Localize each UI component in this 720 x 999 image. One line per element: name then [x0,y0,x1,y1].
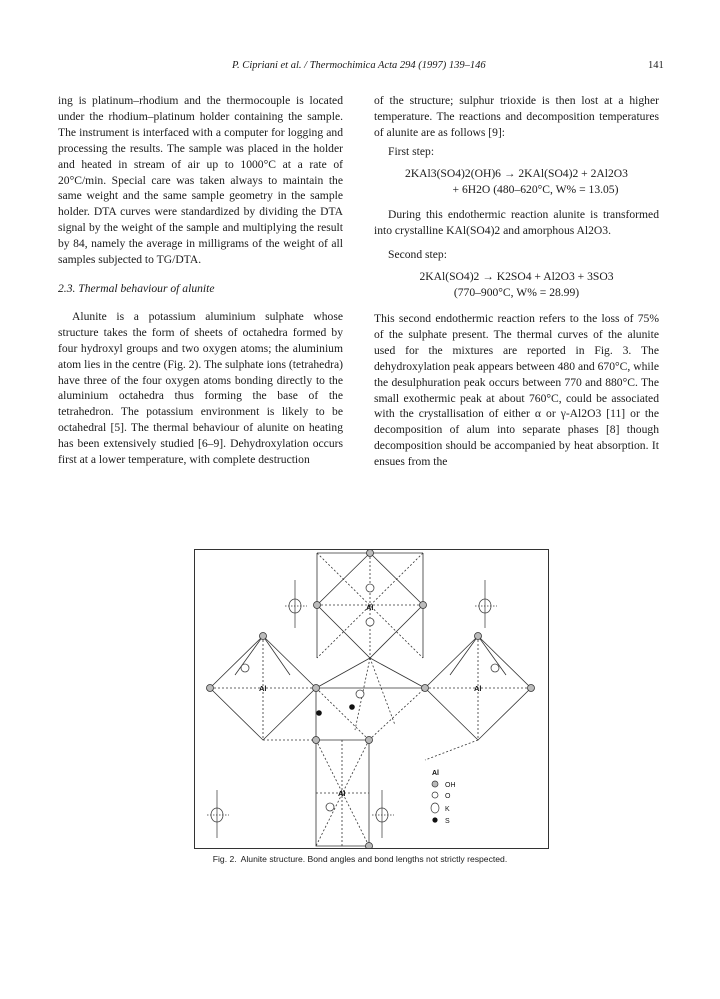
hydroxyl-atom [367,550,374,557]
hydroxyl-atom [528,685,535,692]
running-head [0,60,720,74]
hydroxyl-atom [366,843,373,849]
hydroxyl-atom [313,685,320,692]
running-head-title: P. Cipriani et al. / Thermochimica Acta 294 (1997) 139–146 [232,60,486,71]
section-heading: 2.3. Thermal behaviour of alunite [58,281,215,295]
figure-caption [0,854,720,864]
caption-text: Alunite structure. Bond angles and bond lengths not strictly respected. [240,854,508,864]
oxygen-atom [241,664,249,672]
al-label: Al [474,684,482,693]
al-label: Al [338,789,346,798]
al-label: Al [366,603,374,612]
hydroxyl-atom [475,633,482,640]
legend-s-label: S [445,818,450,825]
hydroxyl-atom [207,685,214,692]
alunite-structure-figure [194,549,549,849]
equation-2-line-1: 2KAl(SO4)2 → K2SO4 + Al2O3 + 3SO3 [419,270,614,284]
left-column [58,93,343,468]
oxygen-atom [491,664,499,672]
right-paragraph-1: of the structure; sulphur trioxide is then lost at a higher temperature. The reactions and decomposition temperatures of alunite are as follows [9]: [374,94,659,139]
legend-k-label: K [445,806,450,813]
hydroxyl-atom [314,602,321,609]
hydroxyl-atom [420,602,427,609]
hydroxyl-atom [422,685,429,692]
sulphur-atom [349,704,355,710]
right-paragraph-2: During this endothermic reaction alunite is transformed into crystalline KAl(SO4)2 and amorphous Al2O3. [374,208,659,238]
oxygen-atom [366,618,374,626]
equation-2-line-2: (770–900°C, W% = 28.99) [453,286,580,300]
oxygen-atom [326,803,334,811]
sulphur-atom [316,710,322,716]
legend-o-label: O [445,793,451,800]
first-step-label: First step: [388,144,435,158]
caption-label: Fig. 2. [212,854,237,864]
legend-sulphur-swatch [432,817,437,822]
equation-1-line-1: 2KAl3(SO4)2(OH)6 → 2KAl(SO4)2 + 2Al2O3 [405,166,628,180]
equation-1-line-2: + 6H2O (480–620°C, W% = 13.05) [452,182,619,196]
right-column [374,93,659,470]
legend-oxygen-swatch [432,792,438,798]
legend-oh-label: OH [445,782,456,789]
legend-potassium-swatch [431,803,439,813]
alunite-structure-diagram [195,550,548,848]
legend-hydroxyl-swatch [432,781,438,787]
page-number: 141 [648,60,664,71]
hydroxyl-atom [313,737,320,744]
oxygen-atom [366,584,374,592]
oxygen-atom [356,690,364,698]
figure-legend [431,770,456,825]
left-paragraph-1: ing is platinum–rhodium and the thermocouple is located under the rhodium–platinum holder containing the sample. The instrument is interfaced with a computer for logging and processing the results. The sample was placed in the holder and heated in stream of air up to 1000°C at a rate of 20°C/min. Special care was taken always to maintain the same weight and the same sample geometry in the sample holder. DTA curves were standardized by dividing the DTA signal by the weight of the sample and multiplying the result by 84, namely the average in milligrams of the weight of all samples subjected to TG/DTA. [58,94,343,267]
hydroxyl-atom [260,633,267,640]
second-step-label: Second step: [388,248,447,262]
left-paragraph-2: Alunite is a potassium aluminium sulphate whose structure takes the form of sheets of octahedra formed by four hydroxyl groups and two oxygen atoms; the aluminium atom lies in the centre (Fig. 2). The sulphate ions (tetrahedra) have three of the four oxygen atoms bonding directly to the aluminium octahedra thus forming the base of the tetrahedron. The potassium environment is likely to be octahedral [5]. The thermal behaviour of alunite on heating has been extensively studied [6–9]. Dehydroxylation occurs first at a lower temperature, with complete destruction [58,309,343,467]
legend-al-label: Al [432,770,439,777]
al-label: Al [259,684,267,693]
hydroxyl-atom [366,737,373,744]
right-paragraph-3: This second endothermic reaction refers to the loss of 75% of the sulphate present. The thermal curves of the alunite used for the mixtures are reported in Fig. 3. The dehydroxylation peak appears between 480 and 670°C, while the desulphuration peak occurs between 770 and 880°C. The small exothermic peak at about 760°C, could be associated with the crystallisation of either α or γ-Al2O3 [11] or the decomposition of alum into separate phases [8] though decomposition should be accompanied by heat absorption. It ensues from the [374,311,659,469]
